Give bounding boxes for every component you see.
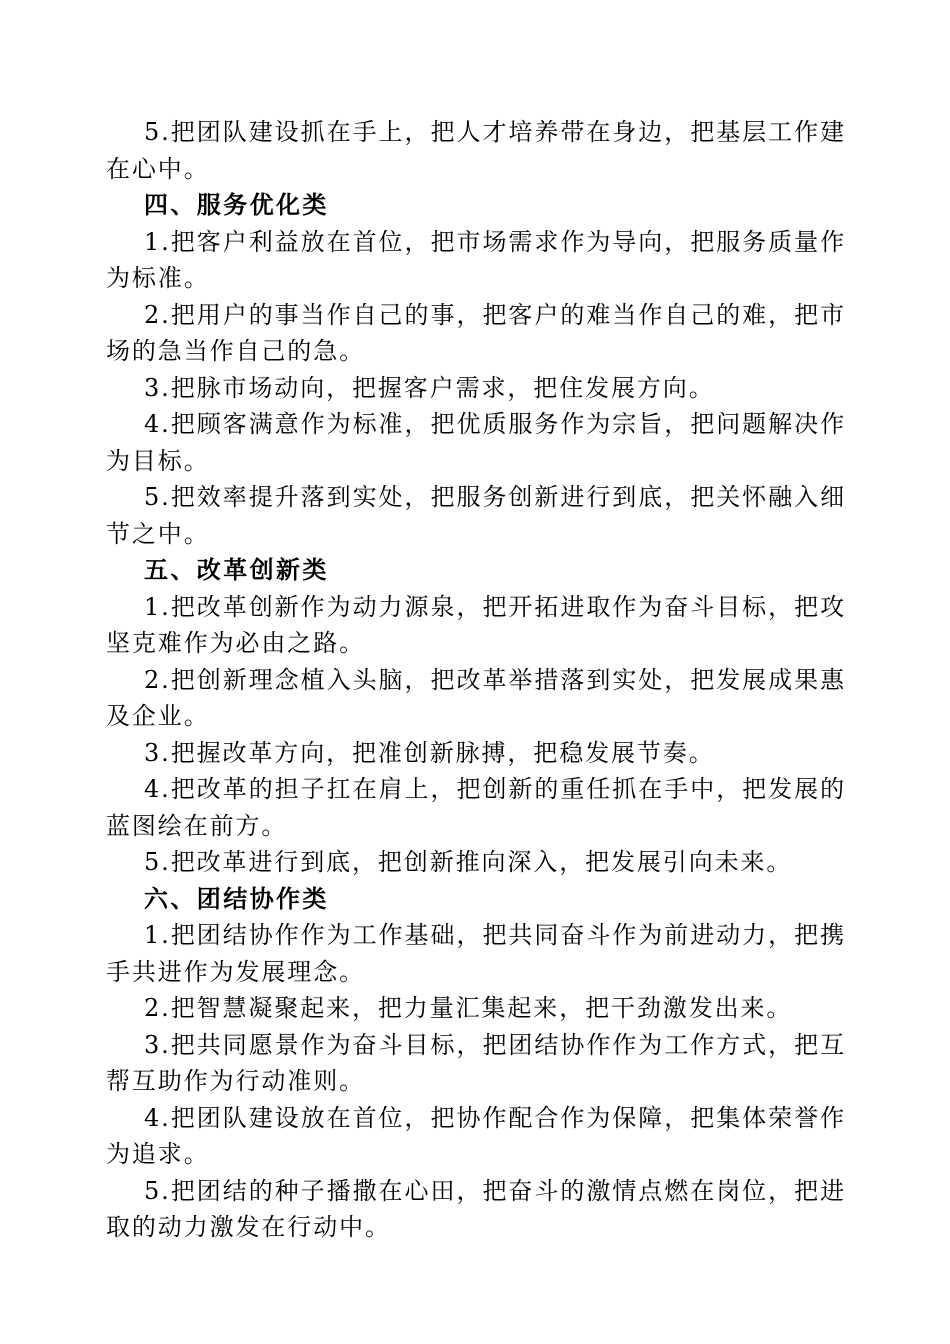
paragraph-service-1: 1.把客户利益放在首位，把市场需求作为导向，把服务质量作为标准。 xyxy=(106,227,846,292)
paragraph-reform-2: 2.把创新理念植入头脑，把改革举措落到实处，把发展成果惠及企业。 xyxy=(106,665,846,730)
paragraph-unity-2: 2.把智慧凝聚起来，把力量汇集起来，把干劲激发出来。 xyxy=(144,994,793,1022)
section-heading-reform: 五、改革创新类 xyxy=(144,556,329,584)
paragraph-reform-1: 1.把改革创新作为动力源泉，把开拓进取作为奋斗目标，把攻坚克难作为必由之路。 xyxy=(106,592,846,657)
document-body xyxy=(106,114,846,1246)
paragraph-reform-3: 3.把握改革方向，把准创新脉搏，把稳发展节奏。 xyxy=(144,738,715,767)
paragraph-reform-5: 5.把改革进行到底，把创新推向深入，把发展引向未来。 xyxy=(144,848,793,876)
section-heading-unity: 六、团结协作类 xyxy=(144,884,329,913)
paragraph-unity-4: 4.把团队建设放在首位，把协作配合作为保障，把集体荣誉作为追求。 xyxy=(106,1103,846,1168)
paragraph-reform-4: 4.把改革的担子扛在肩上，把创新的重任抓在手中，把发展的蓝图绘在前方。 xyxy=(106,775,846,840)
paragraph-service-5: 5.把效率提升落到实处，把服务创新进行到底，把关怀融入细节之中。 xyxy=(106,483,846,548)
paragraph-service-3: 3.把脉市场动向，把握客户需求，把住发展方向。 xyxy=(144,373,715,402)
paragraph-service-4: 4.把顾客满意作为标准，把优质服务作为宗旨，把问题解决作为目标。 xyxy=(106,410,846,475)
section-heading-service: 四、服务优化类 xyxy=(144,191,329,219)
paragraph-team-5: 5.把团队建设抓在手上，把人才培养带在身边，把基层工作建在心中。 xyxy=(106,118,846,183)
paragraph-service-2: 2.把用户的事当作自己的事，把客户的难当作自己的难，把市场的急当作自己的急。 xyxy=(106,300,846,365)
paragraph-unity-3: 3.把共同愿景作为奋斗目标，把团结协作作为工作方式，把互帮互助作为行动准则。 xyxy=(106,1030,846,1095)
paragraph-unity-5: 5.把团结的种子播撒在心田，把奋斗的激情点燃在岗位，把进取的动力激发在行动中。 xyxy=(106,1176,846,1241)
paragraph-unity-1: 1.把团结协作作为工作基础，把共同奋斗作为前进动力，把携手共进作为发展理念。 xyxy=(106,921,846,986)
